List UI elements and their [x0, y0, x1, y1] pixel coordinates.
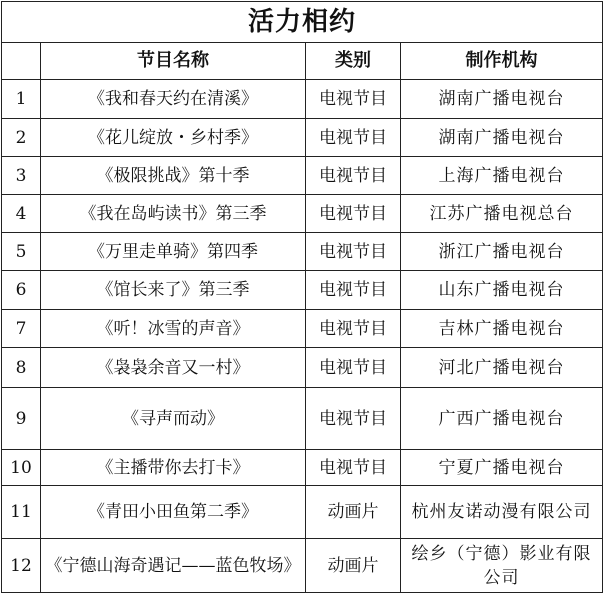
table-row: [2, 348, 603, 388]
program-category: 电视节目: [306, 119, 401, 157]
program-producer: 吉林广播电视台: [401, 310, 603, 348]
row-number: 2: [2, 119, 41, 157]
program-category: 电视节目: [306, 157, 401, 195]
program-producer: 湖南广播电视台: [401, 80, 603, 119]
row-number: 4: [2, 195, 41, 233]
header-category: 类别: [306, 43, 401, 80]
program-name: 《青田小田鱼第二季》: [41, 486, 306, 539]
table-row: [2, 486, 603, 539]
row-number: 3: [2, 157, 41, 195]
program-producer: 河北广播电视台: [401, 348, 603, 388]
program-name: 《我和春天约在清溪》: [41, 80, 306, 119]
table-row: [2, 450, 603, 486]
program-name: 《万里走单骑》第四季: [41, 233, 306, 271]
row-number: 7: [2, 310, 41, 348]
row-number: 8: [2, 348, 41, 388]
header-index: [2, 43, 41, 80]
program-name: 《主播带你去打卡》: [41, 450, 306, 486]
program-category: 电视节目: [306, 233, 401, 271]
program-table: [1, 1, 603, 593]
program-category: 电视节目: [306, 195, 401, 233]
table-row: [2, 195, 603, 233]
program-name: 《馆长来了》第三季: [41, 271, 306, 310]
table-row: [2, 388, 603, 450]
row-number: 11: [2, 486, 41, 539]
row-number: 9: [2, 388, 41, 450]
program-producer: 湖南广播电视台: [401, 119, 603, 157]
table-row: [2, 310, 603, 348]
program-producer: 绘乡（宁德）影业有限公司: [401, 539, 603, 593]
header-name: 节目名称: [41, 43, 306, 80]
table-title: 活力相约: [2, 2, 603, 43]
title-row: [2, 2, 603, 43]
header-producer: 制作机构: [401, 43, 603, 80]
program-producer: 杭州友诺动漫有限公司: [401, 486, 603, 539]
header-row: [2, 43, 603, 80]
program-producer: 上海广播电视台: [401, 157, 603, 195]
program-producer: 广西广播电视台: [401, 388, 603, 450]
program-name: 《听！冰雪的声音》: [41, 310, 306, 348]
program-category: 动画片: [306, 539, 401, 593]
table-row: [2, 80, 603, 119]
row-number: 12: [2, 539, 41, 593]
program-category: 电视节目: [306, 271, 401, 310]
row-number: 1: [2, 80, 41, 119]
program-name: 《宁德山海奇遇记——蓝色牧场》: [41, 539, 306, 593]
program-producer: 浙江广播电视台: [401, 233, 603, 271]
program-category: 电视节目: [306, 80, 401, 119]
program-category: 电视节目: [306, 310, 401, 348]
program-name: 《极限挑战》第十季: [41, 157, 306, 195]
program-category: 电视节目: [306, 348, 401, 388]
program-name: 《我在岛屿读书》第三季: [41, 195, 306, 233]
program-category: 动画片: [306, 486, 401, 539]
program-category: 电视节目: [306, 450, 401, 486]
table-row: [2, 539, 603, 593]
program-name: 《寻声而动》: [41, 388, 306, 450]
table-row: [2, 119, 603, 157]
table-row: [2, 271, 603, 310]
program-name: 《袅袅余音又一村》: [41, 348, 306, 388]
program-producer: 江苏广播电视总台: [401, 195, 603, 233]
row-number: 6: [2, 271, 41, 310]
program-category: 电视节目: [306, 388, 401, 450]
row-number: 5: [2, 233, 41, 271]
row-number: 10: [2, 450, 41, 486]
table-row: [2, 233, 603, 271]
table-row: [2, 157, 603, 195]
program-name: 《花儿绽放・乡村季》: [41, 119, 306, 157]
program-producer: 山东广播电视台: [401, 271, 603, 310]
program-producer: 宁夏广播电视台: [401, 450, 603, 486]
